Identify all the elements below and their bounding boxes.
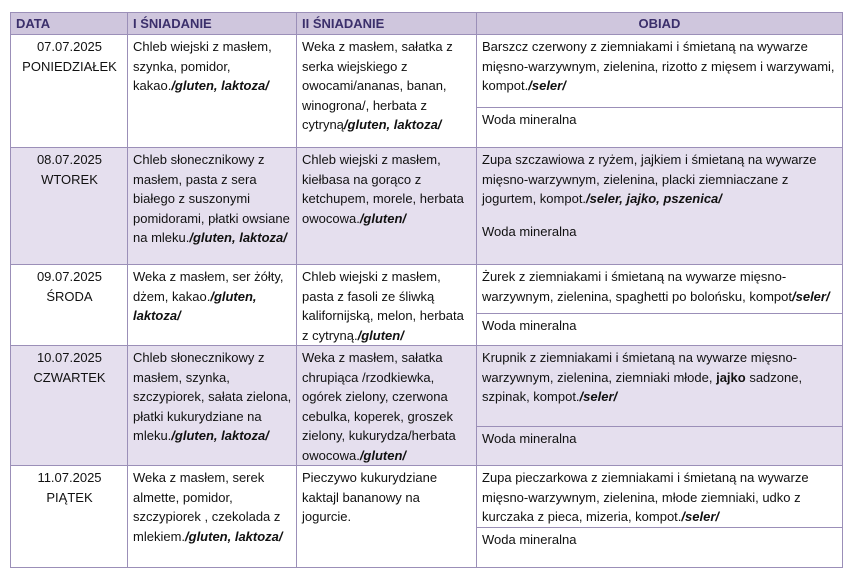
date-cell: [11, 148, 128, 265]
day-row-thursday: [11, 346, 843, 427]
date-cell: [11, 35, 128, 148]
menu-table: [10, 12, 843, 568]
breakfast-1-cell: [128, 265, 297, 346]
meal-text: Pieczywo kukurydziane kaktajl bananowy na jogurcie.: [302, 470, 438, 524]
date-value: 08.07.2025: [36, 152, 103, 167]
water-cell: Woda mineralna: [477, 108, 843, 148]
date-cell: [11, 265, 128, 346]
header-date: DATA: [11, 13, 128, 35]
allergen-info: /gluten/: [357, 327, 404, 343]
allergen-info: /seler, jajko, pszenica/: [586, 191, 722, 206]
header-breakfast-2: II ŚNIADANIE: [297, 13, 477, 35]
date-cell: [11, 466, 128, 568]
lunch-cell: [477, 466, 843, 528]
breakfast-2-cell: [297, 466, 477, 568]
water-text: Woda mineralna: [482, 223, 577, 239]
date-cell: [11, 346, 128, 466]
day-row-tuesday: [11, 148, 843, 265]
breakfast-2-cell: [297, 35, 477, 148]
breakfast-2-cell: [297, 346, 477, 466]
breakfast-2-cell: [297, 265, 477, 346]
meal-text: Chleb wiejski z masłem, szynka, pomidor, kakao.: [133, 39, 272, 93]
weekday-label: PIĄTEK: [46, 489, 93, 505]
date-value: 10.07.2025: [36, 350, 103, 365]
meal-text: Chleb wiejski z masłem, pasta z fasoli ze śliwką kalifornijską, melon, herbata z cytryną.: [302, 269, 464, 343]
allergen-info: /seler/: [528, 78, 566, 93]
lunch-cell: [477, 35, 843, 108]
allergen-info: /gluten, laktoza/: [133, 288, 257, 323]
breakfast-1-cell: [128, 466, 297, 568]
meal-text: Zupa szczawiowa z ryżem, jajkiem i śmietaną na wywarze mięsno-warzywnym, zielenina, placki ziemniaczane z jogurtem, kompot.: [482, 152, 817, 206]
allergen-info: /gluten/: [359, 447, 407, 463]
water-cell: Woda mineralna: [477, 313, 843, 345]
lunch-cell: [477, 346, 843, 427]
breakfast-1-cell: [128, 148, 297, 265]
day-row-monday: [11, 35, 843, 108]
allergen-info: /seler/: [579, 389, 618, 404]
meal-text: Weka z masłem, serek almette, pomidor, szczypiorek , czekolada z mlekiem.: [133, 470, 281, 544]
allergen-info: /gluten, laktoza/: [185, 528, 283, 544]
water-cell: Woda mineralna: [477, 426, 843, 465]
breakfast-2-cell: [297, 148, 477, 265]
allergen-info: /seler/: [681, 509, 719, 524]
meal-text-bold: jajko: [716, 369, 746, 385]
allergen-info: /gluten, laktoza/: [171, 78, 269, 93]
header-row: [11, 13, 843, 35]
meal-text: Zupa pieczarkowa z ziemniakami i śmietaną na wywarze mięsno-warzywnym, zielenina, młode ziemniaki, udko z kurczaka z pieca, mizeria, kompot.: [482, 470, 809, 524]
allergen-info: /gluten, laktoza/: [189, 230, 287, 245]
water-cell: Woda mineralna: [477, 527, 843, 567]
allergen-info: /seler/: [792, 288, 830, 304]
meal-text: Chleb słonecznikowy z masłem, szynka, szczypiorek, sałata zielona, płatki kukurydziane na mleku.: [133, 350, 292, 443]
weekday-label: ŚRODA: [46, 288, 93, 304]
date-value: 11.07.2025: [37, 470, 102, 485]
meal-text: Chleb wiejski z masłem, kiełbasa na gorąco z ketchupem, morele, herbata owocowa.: [302, 152, 464, 226]
breakfast-1-cell: [128, 346, 297, 466]
day-row-wednesday: [11, 265, 843, 314]
meal-text: Weka z masłem, sałatka z serka wiejskiego z owocami/ananas, banan, winogrona/, herbata z cytryną: [302, 39, 453, 132]
meal-text: Weka z masłem, sałatka chrupiąca /rzodkiewka, ogórek zielony, czerwona cebulka, koperek, groszek zielony, kukurydza/herbata owocowa.: [302, 350, 456, 463]
weekday-label: CZWARTEK: [33, 369, 106, 385]
weekday-label: PONIEDZIAŁEK: [22, 58, 117, 74]
meal-text: Żurek z ziemniakami i śmietaną na wywarze mięsno-warzywnym, zielenina, spaghetti po bolońsku, kompot: [482, 269, 792, 304]
date-value: 09.07.2025: [36, 269, 103, 284]
allergen-info: /gluten, laktoza/: [343, 117, 442, 132]
meal-text: Krupnik z ziemniakami i śmietaną na wywarze mięsno-warzywnym, zielenina, ziemniaki młode,: [482, 350, 798, 385]
breakfast-1-cell: [128, 35, 297, 148]
meal-text: sadzone, szpinak, kompot.: [482, 369, 803, 404]
header-lunch: OBIAD: [477, 13, 843, 35]
day-row-friday: [11, 466, 843, 528]
meal-text: Weka z masłem, ser żółty, dżem, kakao.: [133, 269, 284, 304]
meal-text: Chleb słonecznikowy z masłem, pasta z sera białego z suszonymi pomidorami, płatki owsiane na mleku.: [133, 152, 290, 245]
allergen-info: /gluten/: [359, 210, 407, 226]
date-value: 07.07.2025: [36, 39, 103, 54]
lunch-cell: [477, 265, 843, 314]
weekday-label: WTOREK: [41, 171, 98, 187]
lunch-cell: [477, 148, 843, 265]
allergen-info: /gluten, laktoza/: [171, 428, 269, 443]
meal-text: Barszcz czerwony z ziemniakami i śmietaną na wywarze mięsno-warzywnym, zielenina, rizotto z mięsem i warzywami, kompot.: [482, 39, 835, 93]
header-breakfast-1: I ŚNIADANIE: [128, 13, 297, 35]
